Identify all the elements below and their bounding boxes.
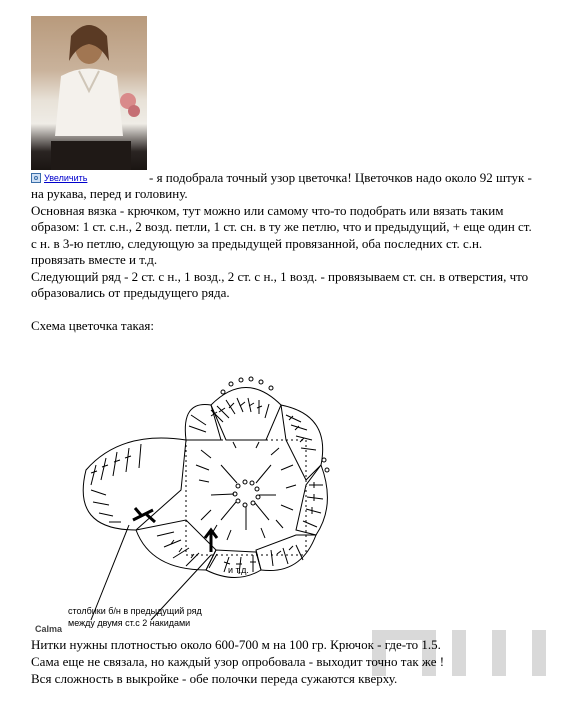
- text-line-4: образом: 1 ст. с.н., 2 возд. петли, 1 ст. сн. в ту же петлю, что и предыдущий, + еще один ст.: [31, 219, 532, 234]
- model-photo[interactable]: [31, 16, 147, 170]
- crochet-flower-diagram[interactable]: [31, 370, 331, 635]
- text-line-2: на рукава, перед и головину.: [31, 186, 188, 201]
- text-line-5: с н. в 3-ю петлю, следующую за предыдущей провязанной, оба последних ст. с.н.: [31, 236, 483, 251]
- text-line-7: Следующий ряд - 2 ст. с н., 1 возд., 2 ст. с н., 1 возд. - провязываем ст. сн. в отверстия, что: [31, 269, 529, 284]
- enlarge-link-label[interactable]: Увеличить: [44, 173, 88, 183]
- diagram-caption-line-1: столбики б/н в предыдущий ряд: [68, 606, 202, 616]
- diagram-label-etc: и т.д.: [228, 565, 249, 575]
- text-line-3: Основная вязка - крючком, тут можно или самому что-то подобрать или вязать таким: [31, 203, 504, 218]
- enlarge-link[interactable]: [31, 172, 87, 184]
- diagram-caption-line-2: между двумя ст.с 2 накидами: [68, 618, 191, 628]
- zoom-icon: [31, 173, 41, 183]
- text-line-1: - я подобрала точный узор цветочка! Цветочков надо около 92 штук -: [149, 170, 532, 185]
- center-ring: [233, 480, 260, 507]
- closing-line-2: Сама еще не связала, но каждый узор опробовала - выходит точно так же !: [31, 654, 445, 669]
- text-line-8: образовались от предыдущего ряда.: [31, 285, 230, 300]
- scheme-heading: Схема цветочка такая:: [31, 318, 155, 333]
- signature: Calma: [35, 624, 63, 634]
- text-line-6: провязать вместе и т.д.: [31, 252, 158, 267]
- closing-line-1: Нитки нужны плотностью около 600-700 м на 100 гр. Крючок - где-то 1.5.: [31, 637, 441, 652]
- closing-line-3: Вся сложность в выкройке - обе полочки переда сужаются кверху.: [31, 671, 398, 686]
